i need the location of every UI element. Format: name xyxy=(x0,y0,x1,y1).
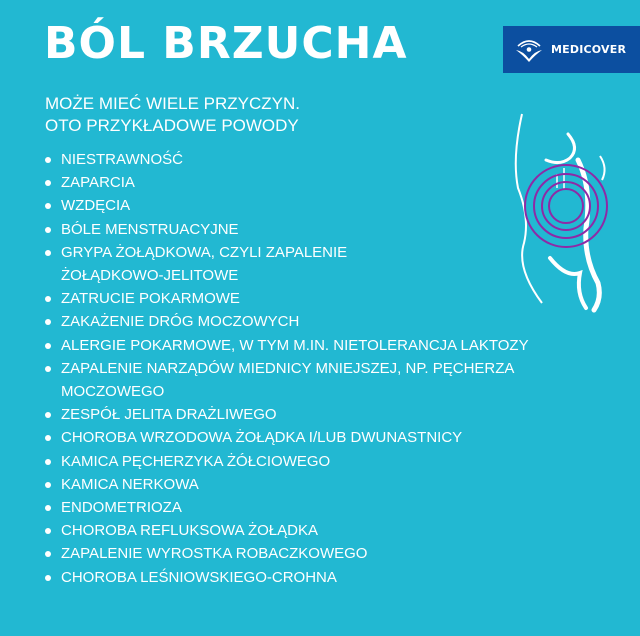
list-item: ZESPÓŁ JELITA DRAŻLIWEGO xyxy=(44,403,581,426)
list-item: ZAPARCIA xyxy=(44,171,581,194)
list-item: ZATRUCIE POKARMOWE xyxy=(44,287,581,310)
list-item: ALERGIE POKARMOWE, W TYM M.IN. NIETOLERANCJA LAKTOZY xyxy=(44,334,581,357)
list-item: ZAKAŻENIE DRÓG MOCZOWYCH xyxy=(44,310,581,333)
list-item: WZDĘCIA xyxy=(44,194,581,217)
list-item: KAMICA PĘCHERZYKA ŻÓŁCIOWEGO xyxy=(44,450,581,473)
medicover-logo xyxy=(503,26,640,73)
list-item: CHOROBA LEŚNIOWSKIEGO-CROHNA xyxy=(44,566,581,589)
list-item: ENDOMETRIOZA xyxy=(44,496,581,519)
logo-text: MEDICOVER xyxy=(551,43,627,56)
causes-list xyxy=(44,148,581,589)
list-item: ZAPALENIE WYROSTKA ROBACZKOWEGO xyxy=(44,542,581,565)
subtitle xyxy=(45,93,300,137)
list-item: CHOROBA REFLUKSOWA ŻOŁĄDKA xyxy=(44,519,581,542)
subtitle-line-1: MOŻE MIEĆ WIELE PRZYCZYN. xyxy=(45,94,301,113)
list-item: ZAPALENIE NARZĄDÓW MIEDNICY MNIEJSZEJ, NP. PĘCHERZA MOCZOWEGO xyxy=(44,357,561,403)
list-item: BÓLE MENSTRUACYJNE xyxy=(44,218,581,241)
page-title: BÓL BRZUCHA xyxy=(44,18,408,69)
body-pain-icon xyxy=(510,108,620,318)
subtitle-line-2: OTO PRZYKŁADOWE POWODY xyxy=(45,116,299,135)
medicover-logo-icon xyxy=(515,38,543,62)
list-item: NIESTRAWNOŚĆ xyxy=(44,148,581,171)
list-item: GRYPA ŻOŁĄDKOWA, CZYLI ZAPALENIE ŻOŁĄDKOWO-JELITOWE xyxy=(44,241,381,287)
list-item: KAMICA NERKOWA xyxy=(44,473,581,496)
list-item: CHOROBA WRZODOWA ŻOŁĄDKA I/LUB DWUNASTNICY xyxy=(44,426,581,449)
